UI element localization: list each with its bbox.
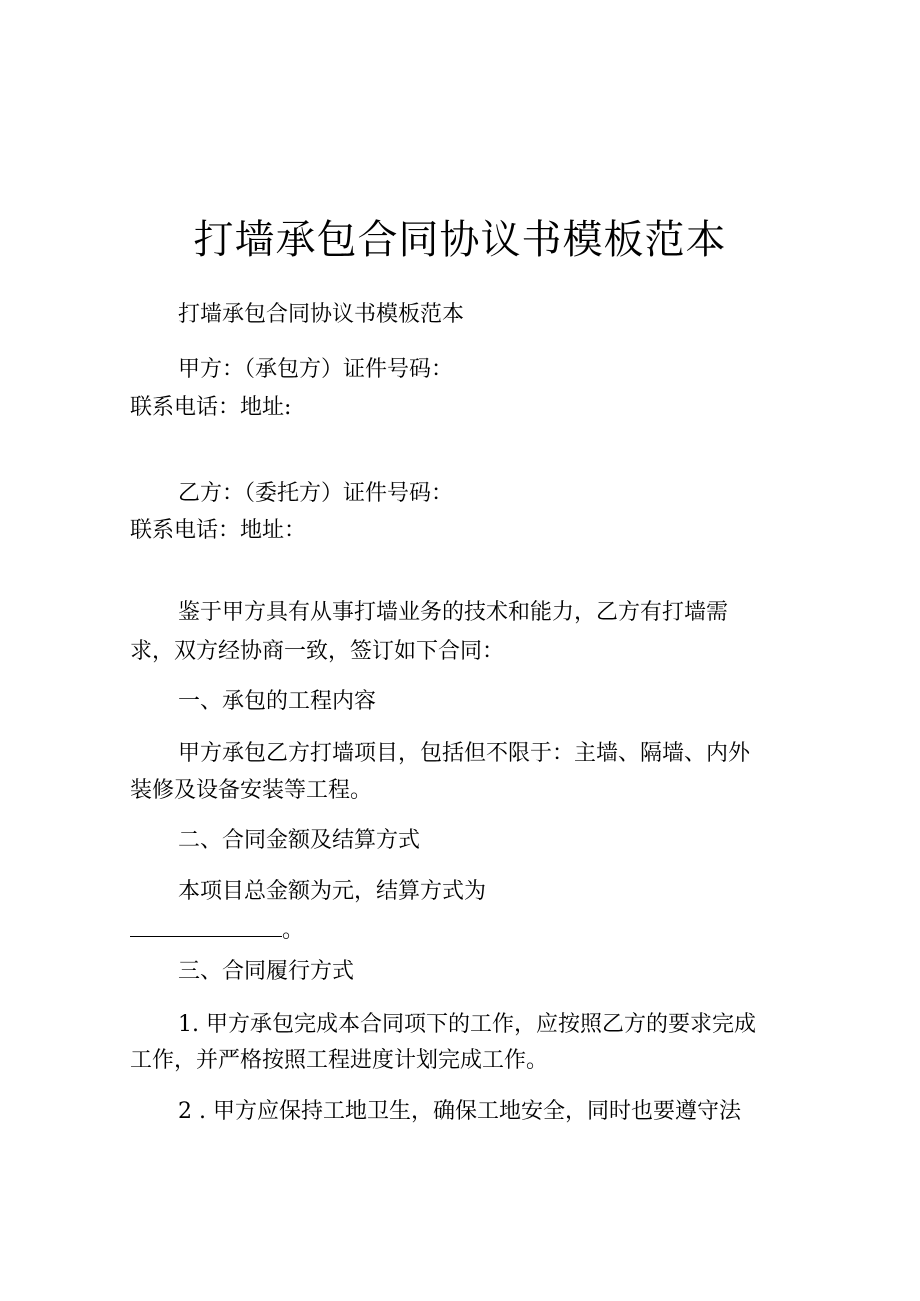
section-2-heading: 二、合同金额及结算方式	[178, 828, 421, 853]
section-3-item-1-line-2: 工作，并严格按照工程进度计划完成工作。	[130, 1048, 549, 1073]
document-title: 打墙承包合同协议书模板范本	[193, 217, 727, 263]
section-1-heading: 一、承包的工程内容	[178, 689, 377, 714]
subtitle-line: 打墙承包合同协议书模板范本	[178, 302, 465, 327]
preamble-line-2: 求，双方经协商一致，签订如下合同：	[130, 639, 505, 664]
section-3-item-1-line-1: 1. 甲方承包完成本合同项下的工作，应按照乙方的要求完成	[178, 1012, 756, 1037]
party-b-line: 乙方：（委托方）证件号码：	[178, 481, 454, 506]
section-3-item-2-line-1: 2 . 甲方应保持工地卫生，确保工地安全，同时也要遵守法	[178, 1099, 741, 1124]
section-2-text-line-1: 本项目总金额为元，结算方式为	[178, 879, 487, 904]
section-3-heading: 三、合同履行方式	[178, 959, 355, 984]
party-a-line: 甲方：（承包方）证件号码：	[178, 357, 454, 382]
fill-in-blank	[130, 918, 282, 937]
section-2-text-line-2	[130, 916, 790, 946]
section-1-text-line-1: 甲方承包乙方打墙项目，包括但不限于：主墙、隔墙、内外	[178, 741, 751, 766]
party-a-contact-line: 联系电话：地址:	[130, 395, 292, 420]
party-b-contact-line: 联系电话：地址：	[130, 518, 307, 543]
period-mark: 。	[282, 918, 305, 943]
section-1-text-line-2: 装修及设备安装等工程。	[130, 778, 373, 803]
preamble-line-1: 鉴于甲方具有从事打墙业务的技术和能力，乙方有打墙需	[178, 600, 729, 625]
